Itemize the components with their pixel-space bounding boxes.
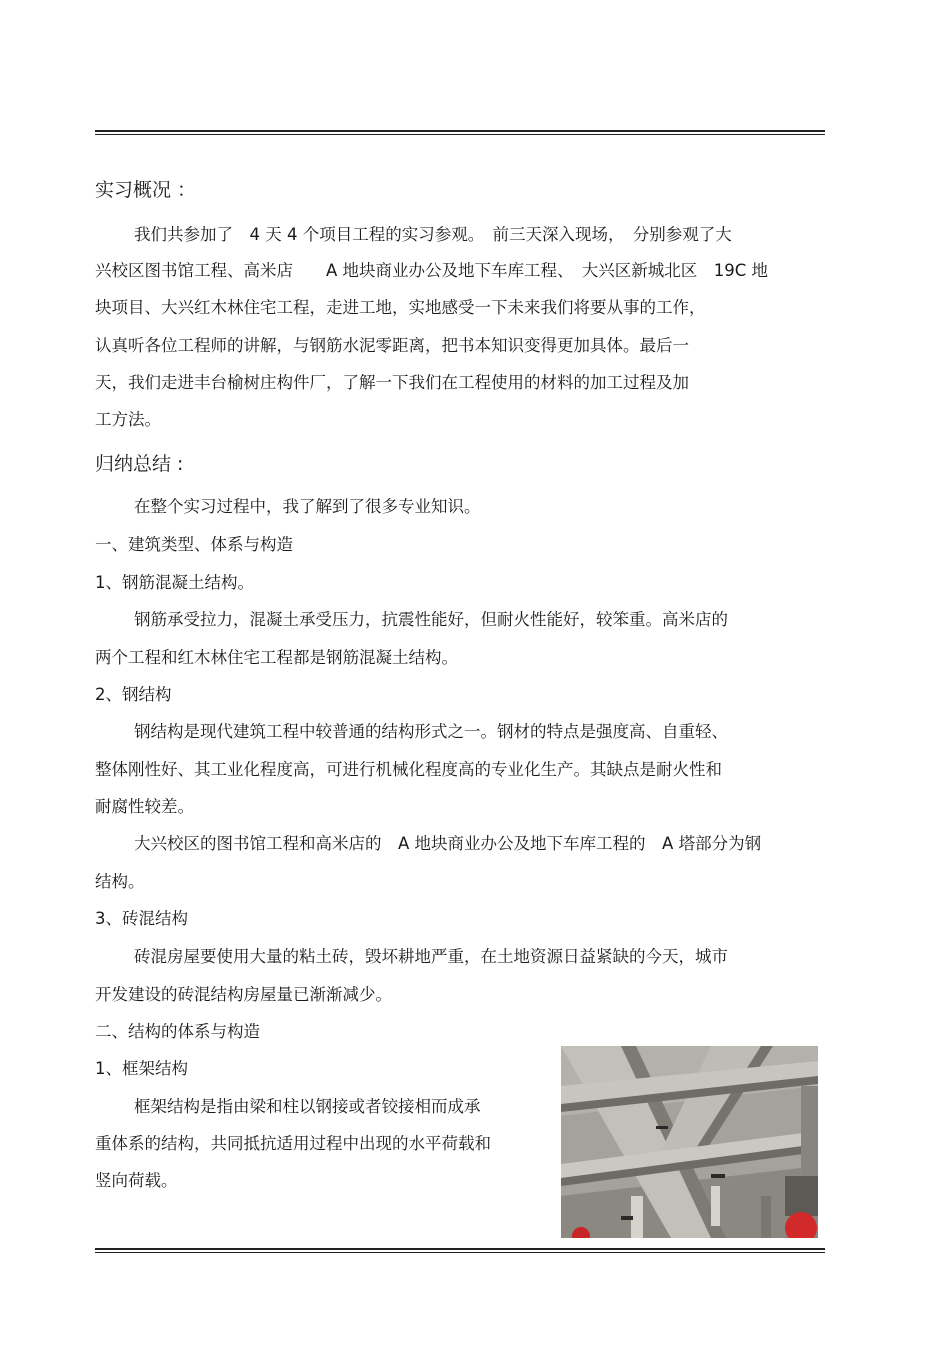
overview-line-2: 兴校区图书馆工程、高米店 A 地块商业办公及地下车库工程、 大兴区新城北区 19C 地 (95, 261, 769, 280)
frame-line-3: 竖向荷载。 (95, 1171, 178, 1190)
item1-line-1: 钢筋承受拉力，混凝土承受压力，抗震性能好，但耐火性能好，较笨重。高米店的 (134, 610, 728, 629)
summary-heading: 归纳总结 : (95, 453, 184, 475)
overview-line-5: 天，我们走进丰台榆树庄构件厂，了解一下我们在工程使用的材料的加工过程及加 (95, 373, 689, 392)
item2-line-1: 钢结构是现代建筑工程中较普通的结构形式之一。钢材的特点是强度高、自重轻、 (134, 722, 728, 741)
overview-line-4: 认真听各位工程师的讲解，与钢筋水泥零距离，把书本知识变得更加具体。最后一 (95, 336, 689, 355)
item2-line-3: 耐腐性较差。 (95, 797, 194, 816)
part1-heading: 一、建筑类型、体系与构造 (95, 535, 293, 554)
overview-line-3: 块项目、大兴红木林住宅工程，走进工地，实地感受一下未来我们将要从事的工作， (95, 298, 706, 317)
item2b-line-1: 大兴校区的图书馆工程和高米店的 A 地块商业办公及地下车库工程的 A 塔部分为钢 (134, 834, 762, 853)
part2-heading: 二、结构的体系与构造 (95, 1022, 260, 1041)
item3-heading: 3、砖混结构 (95, 909, 188, 928)
item1-heading: 1、钢筋混凝土结构。 (95, 573, 254, 592)
item1-line-2: 两个工程和红木林住宅工程都是钢筋混凝土结构。 (95, 648, 458, 667)
frame-line-1: 框架结构是指由梁和柱以钢接或者铰接相而成承 (134, 1097, 481, 1116)
item2-heading: 2、钢结构 (95, 685, 172, 704)
item3-line-1: 砖混房屋要使用大量的粘土砖，毁坏耕地严重，在土地资源日益紧缺的今天，城市 (134, 947, 728, 966)
frame-heading: 1、框架结构 (95, 1059, 188, 1078)
overview-heading: 实习概况 ： (95, 179, 197, 201)
frame-structure-photo (561, 1046, 818, 1238)
item3-line-2: 开发建设的砖混结构房屋量已渐渐减少。 (95, 985, 392, 1004)
item2b-line-2: 结构。 (95, 872, 145, 891)
overview-line-6: 工方法。 (95, 410, 161, 429)
overview-line-1: 我们共参加了 4 天 4 个项目工程的实习参观。 前三天深入现场， 分别参观了大 (134, 225, 732, 244)
item2-line-2: 整体刚性好、其工业化程度高，可进行机械化程度高的专业化生产。其缺点是耐火性和 (95, 760, 722, 779)
footer-rule (95, 1248, 825, 1253)
header-rule (95, 130, 825, 135)
summary-intro: 在整个实习过程中，我了解到了很多专业知识。 (134, 497, 481, 516)
frame-line-2: 重体系的结构，共同抵抗适用过程中出现的水平荷载和 (95, 1134, 491, 1153)
